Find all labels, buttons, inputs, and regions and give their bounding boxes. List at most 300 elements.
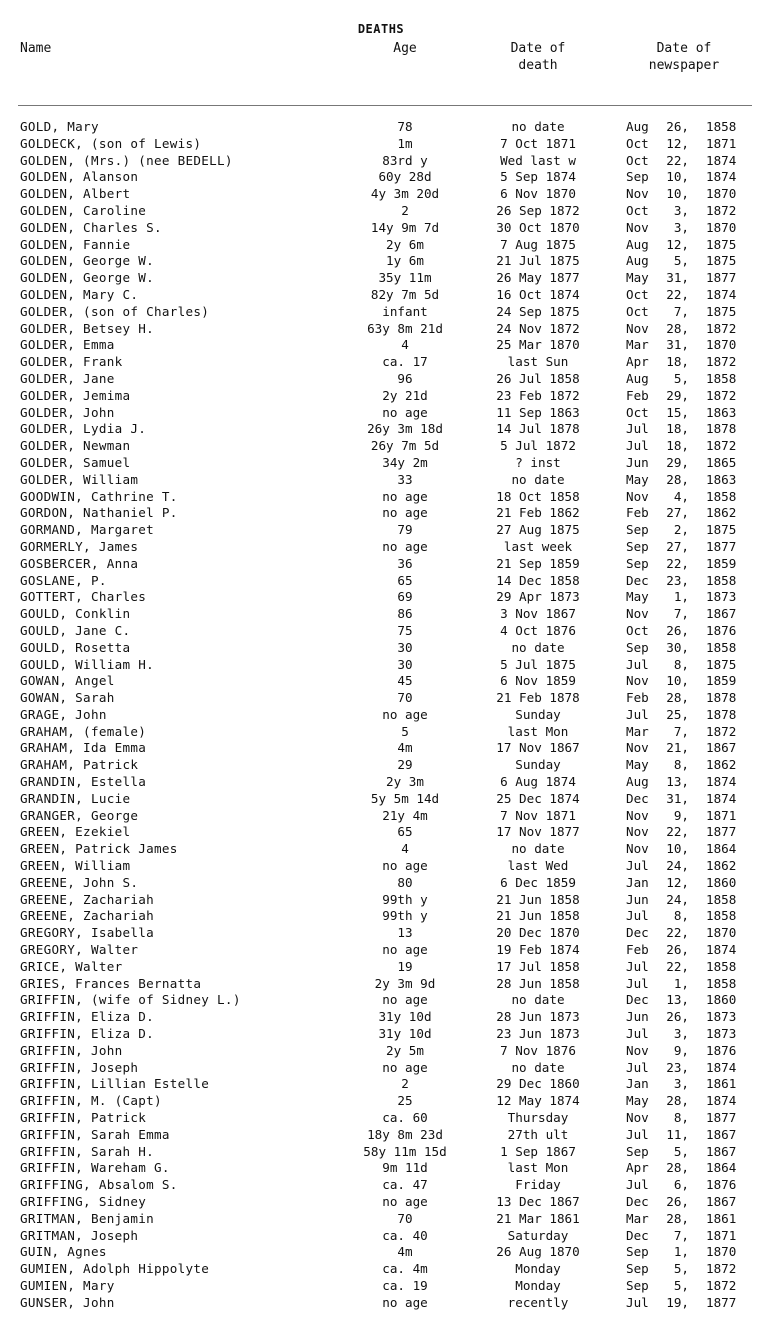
list-item [0, 824, 762, 841]
entry-age: 29 [397, 757, 413, 773]
header-name: Name [20, 41, 52, 56]
entry-date-of-death: 21 Feb 1878 [496, 690, 580, 706]
entry-age: 1m [397, 135, 413, 151]
entry-name: GOLDER, (son of Charles) [20, 303, 210, 319]
entry-newspaper-year: 1865 [706, 454, 737, 470]
entry-newspaper-month: Jul [626, 1177, 649, 1193]
entry-date-of-death: 26 Jul 1858 [496, 370, 580, 386]
entry-newspaper-year: 1867 [706, 1194, 737, 1209]
entry-newspaper-day: 1, [673, 975, 689, 991]
entry-date-of-death: 23 Feb 1872 [496, 387, 580, 403]
entry-newspaper-month: Oct [626, 135, 649, 151]
entry-newspaper-day: 30, [666, 639, 689, 655]
entry-age: 2 [401, 1076, 409, 1092]
entry-date-of-death: 7 Oct 1871 [500, 135, 576, 151]
entry-age: 75 [397, 622, 413, 638]
entry-name: GRAHAM, (female) [20, 723, 147, 739]
entry-newspaper-day: 29, [666, 454, 689, 470]
entry-name: GRAGE, John [20, 706, 107, 722]
list-item [0, 1009, 762, 1026]
entry-newspaper-year: 1867 [706, 1126, 737, 1142]
entry-newspaper-year: 1858 [706, 975, 737, 991]
entry-name: GOLDER, Samuel [20, 454, 131, 470]
entry-newspaper-year: 1860 [706, 874, 737, 890]
entry-age: 4 [401, 841, 409, 857]
entry-age: 80 [397, 874, 413, 890]
entry-newspaper-month: Jul [626, 1059, 649, 1075]
entry-name: GOLD, Mary [20, 119, 99, 134]
entry-date-of-death: 28 Jun 1873 [496, 1009, 580, 1025]
entry-date-of-death: 7 Aug 1875 [500, 236, 576, 252]
entry-newspaper-day: 23, [666, 1059, 689, 1075]
entry-newspaper-year: 1874 [706, 1059, 737, 1075]
entry-age: 2y 21d [382, 387, 428, 403]
entry-age: no age [382, 992, 428, 1008]
entry-newspaper-year: 1858 [706, 119, 737, 134]
entry-age: ca. 40 [382, 1227, 428, 1243]
entry-newspaper-day: 28, [666, 690, 689, 706]
entry-newspaper-day: 26, [666, 622, 689, 638]
list-item [0, 606, 762, 623]
entry-newspaper-month: Sep [626, 522, 649, 538]
entry-age: 70 [397, 690, 413, 706]
entry-newspaper-day: 5, [673, 1277, 689, 1293]
entry-name: GRIFFIN, Joseph [20, 1059, 139, 1075]
entry-newspaper-year: 1872 [706, 723, 737, 739]
entry-newspaper-month: Nov [626, 219, 649, 235]
entry-date-of-death: 6 Nov 1870 [500, 186, 576, 202]
list-item [0, 757, 762, 774]
list-item [0, 1093, 762, 1110]
entry-name: GREEN, Ezekiel [20, 824, 131, 840]
entry-newspaper-day: 13, [666, 992, 689, 1008]
entry-date-of-death: 20 Dec 1870 [496, 925, 580, 941]
entry-name: GOLDER, Frank [20, 354, 123, 370]
entry-name: GORMERLY, James [20, 538, 139, 554]
entry-age: no age [382, 1059, 428, 1075]
list-item [0, 875, 762, 892]
entry-newspaper-month: Oct [626, 404, 649, 420]
entry-newspaper-day: 18, [666, 354, 689, 370]
list-item [0, 1244, 762, 1261]
entry-age: 45 [397, 673, 413, 689]
entry-newspaper-day: 3, [673, 219, 689, 235]
entry-newspaper-year: 1872 [706, 387, 737, 403]
entry-newspaper-year: 1876 [706, 1042, 737, 1058]
entry-date-of-death: 7 Nov 1876 [500, 1042, 576, 1058]
entry-newspaper-month: Nov [626, 320, 649, 336]
entry-date-of-death: 14 Dec 1858 [496, 572, 580, 588]
list-item [0, 1278, 762, 1295]
entry-date-of-death: 24 Nov 1872 [496, 320, 580, 336]
entry-age: no age [382, 538, 428, 554]
list-item [0, 808, 762, 825]
entry-newspaper-year: 1863 [706, 471, 737, 487]
entry-date-of-death: 5 Jul 1875 [500, 656, 576, 672]
entry-newspaper-month: Mar [626, 723, 649, 739]
entry-age: 4m [397, 740, 413, 756]
entry-newspaper-day: 24, [666, 891, 689, 907]
entry-age: 4m [397, 1244, 413, 1260]
entry-newspaper-year: 1858 [706, 488, 737, 504]
entry-newspaper-day: 1, [673, 589, 689, 605]
entry-name: GRIFFIN, (wife of Sidney L.) [20, 992, 241, 1008]
entry-newspaper-year: 1877 [706, 1110, 737, 1126]
entry-age: 2y 3m 9d [374, 975, 436, 991]
entry-newspaper-month: May [626, 270, 649, 286]
entry-newspaper-day: 13, [666, 774, 689, 790]
entry-name: GOLDER, John [20, 404, 115, 420]
entry-name: GREGORY, Isabella [20, 925, 154, 941]
entry-age: 5y 5m 14d [370, 790, 440, 806]
entry-newspaper-month: Nov [626, 807, 649, 823]
entry-age: 14y 9m 7d [370, 219, 440, 235]
entry-newspaper-year: 1877 [706, 824, 737, 840]
entry-newspaper-year: 1876 [706, 1177, 737, 1193]
list-item [0, 1026, 762, 1043]
entry-name: GOLDER, Lydia J. [20, 421, 147, 437]
entry-newspaper-day: 22, [666, 925, 689, 941]
list-item [0, 573, 762, 590]
entry-date-of-death: 1 Sep 1867 [500, 1143, 576, 1159]
entry-name: GRANDIN, Estella [20, 774, 147, 790]
entry-newspaper-month: Sep [626, 169, 649, 185]
entry-name: GRICE, Walter [20, 958, 123, 974]
entry-age: 31y 10d [378, 1026, 432, 1042]
entry-newspaper-day: 6, [673, 1177, 689, 1193]
entry-date-of-death: 17 Nov 1877 [496, 824, 580, 840]
list-item [0, 237, 762, 254]
entry-name: GOLDEN, George W. [20, 253, 154, 269]
entry-age: 99th y [382, 891, 428, 907]
entry-date-of-death: 26 Sep 1872 [496, 202, 580, 218]
entry-name: GOSLANE, P. [20, 572, 107, 588]
entry-date-of-death: 21 Jun 1858 [496, 908, 580, 924]
entry-newspaper-year: 1861 [706, 1076, 737, 1092]
entry-date-of-death: 21 Sep 1859 [496, 555, 580, 571]
entry-age: 99th y [382, 908, 428, 924]
entry-newspaper-month: May [626, 589, 649, 605]
entry-date-of-death: 6 Dec 1859 [500, 874, 576, 890]
entry-newspaper-year: 1876 [706, 622, 737, 638]
entry-date-of-death: 7 Nov 1871 [500, 807, 576, 823]
entry-date-of-death: Thursday [507, 1110, 569, 1126]
entry-name: GRIFFIN, Eliza D. [20, 1009, 154, 1025]
list-item [0, 774, 762, 791]
entry-date-of-death: no date [511, 119, 565, 134]
entry-age: no age [382, 404, 428, 420]
list-item [0, 1295, 762, 1312]
entry-newspaper-month: Jul [626, 1026, 649, 1042]
entry-newspaper-year: 1858 [706, 958, 737, 974]
entry-date-of-death: 24 Sep 1875 [496, 303, 580, 319]
list-item [0, 321, 762, 338]
entry-newspaper-day: 27, [666, 505, 689, 521]
entry-newspaper-year: 1875 [706, 236, 737, 252]
list-item [0, 354, 762, 371]
entry-date-of-death: Sunday [515, 706, 561, 722]
entry-newspaper-day: 8, [673, 757, 689, 773]
list-item [0, 992, 762, 1009]
entry-age: 30 [397, 656, 413, 672]
entry-newspaper-year: 1872 [706, 1277, 737, 1293]
entry-newspaper-month: Jan [626, 1076, 649, 1092]
entry-newspaper-month: Nov [626, 488, 649, 504]
list-item [0, 1144, 762, 1161]
entry-age: 4 [401, 337, 409, 353]
entry-newspaper-year: 1862 [706, 757, 737, 773]
entry-newspaper-year: 1871 [706, 1227, 737, 1243]
entry-date-of-death: last Mon [507, 723, 569, 739]
entry-newspaper-year: 1874 [706, 1093, 737, 1109]
entry-name: GOLDECK, (son of Lewis) [20, 135, 202, 151]
entry-newspaper-day: 21, [666, 740, 689, 756]
entry-newspaper-year: 1870 [706, 925, 737, 941]
entry-date-of-death: 28 Jun 1858 [496, 975, 580, 991]
entry-name: GRANGER, George [20, 807, 139, 823]
list-item [0, 522, 762, 539]
entry-name: GOLDER, Jemima [20, 387, 131, 403]
list-item [0, 724, 762, 741]
entry-newspaper-year: 1863 [706, 404, 737, 420]
entry-newspaper-year: 1874 [706, 790, 737, 806]
entry-name: GRIFFIN, John [20, 1042, 123, 1058]
header-age: Age [393, 41, 417, 56]
entry-newspaper-month: Jul [626, 438, 649, 454]
entry-date-of-death: 29 Dec 1860 [496, 1076, 580, 1092]
entry-name: GUMIEN, Mary [20, 1277, 115, 1293]
entry-newspaper-day: 1, [673, 1244, 689, 1260]
entry-date-of-death: 5 Jul 1872 [500, 438, 576, 454]
entry-newspaper-day: 2, [673, 522, 689, 538]
entry-name: GREENE, Zachariah [20, 891, 154, 907]
entry-newspaper-day: 31, [666, 337, 689, 353]
entry-name: GRANDIN, Lucie [20, 790, 131, 806]
entry-newspaper-day: 22, [666, 152, 689, 168]
entry-newspaper-day: 7, [673, 303, 689, 319]
entry-age: no age [382, 488, 428, 504]
entry-newspaper-month: Nov [626, 1042, 649, 1058]
entry-newspaper-year: 1872 [706, 202, 737, 218]
entry-newspaper-year: 1873 [706, 1026, 737, 1042]
entry-age: ca. 60 [382, 1110, 428, 1126]
entry-newspaper-month: Jul [626, 421, 649, 437]
entry-date-of-death: no date [511, 992, 565, 1008]
entry-age: 65 [397, 572, 413, 588]
list-item [0, 1211, 762, 1228]
entry-age: 79 [397, 522, 413, 538]
entry-date-of-death: 25 Dec 1874 [496, 790, 580, 806]
entry-newspaper-month: Dec [626, 925, 649, 941]
entry-age: ca. 4m [382, 1261, 428, 1277]
entry-newspaper-year: 1862 [706, 858, 737, 874]
list-item [0, 136, 762, 153]
entry-date-of-death: 4 Oct 1876 [500, 622, 576, 638]
entry-name: GOWAN, Angel [20, 673, 115, 689]
entry-age: 5 [401, 723, 409, 739]
entry-date-of-death: 12 May 1874 [496, 1093, 580, 1109]
entry-newspaper-year: 1864 [706, 1160, 737, 1176]
list-item [0, 539, 762, 556]
entry-newspaper-month: Sep [626, 555, 649, 571]
entry-newspaper-day: 10, [666, 841, 689, 857]
entry-name: GREEN, Patrick James [20, 841, 178, 857]
entry-newspaper-year: 1870 [706, 219, 737, 235]
entry-date-of-death: 17 Jul 1858 [496, 958, 580, 974]
entry-newspaper-year: 1861 [706, 1210, 737, 1226]
entry-newspaper-day: 18, [666, 421, 689, 437]
entry-date-of-death: Saturday [507, 1227, 569, 1243]
entry-newspaper-year: 1873 [706, 589, 737, 605]
entry-name: GOWAN, Sarah [20, 690, 115, 706]
entry-newspaper-month: Aug [626, 253, 649, 269]
entry-newspaper-day: 5, [673, 1261, 689, 1277]
deaths-list [0, 119, 762, 1312]
entry-newspaper-day: 24, [666, 858, 689, 874]
entry-date-of-death: 25 Mar 1870 [496, 337, 580, 353]
entry-newspaper-year: 1858 [706, 639, 737, 655]
entry-newspaper-day: 7, [673, 606, 689, 622]
entry-date-of-death: 27th ult [507, 1126, 569, 1142]
entry-date-of-death: 21 Jun 1858 [496, 891, 580, 907]
entry-age: 34y 2m [382, 454, 428, 470]
entry-age: no age [382, 1194, 428, 1209]
entry-name: GOODWIN, Cathrine T. [20, 488, 178, 504]
entry-age: no age [382, 858, 428, 874]
entry-newspaper-month: Aug [626, 236, 649, 252]
entry-name: GRIFFIN, Patrick [20, 1110, 147, 1126]
header-date-of-newspaper: Date of newspaper [648, 41, 720, 73]
entry-newspaper-year: 1877 [706, 270, 737, 286]
entry-date-of-death: 21 Jul 1875 [496, 253, 580, 269]
entry-newspaper-year: 1870 [706, 186, 737, 202]
entry-newspaper-year: 1877 [706, 538, 737, 554]
entry-newspaper-day: 5, [673, 1143, 689, 1159]
entry-newspaper-day: 3, [673, 1076, 689, 1092]
entry-newspaper-month: Oct [626, 303, 649, 319]
entry-name: GOLDEN, Caroline [20, 202, 147, 218]
entry-name: GOULD, Conklin [20, 606, 131, 622]
entry-name: GOULD, Jane C. [20, 622, 131, 638]
entry-newspaper-day: 26, [666, 119, 689, 134]
entry-newspaper-day: 12, [666, 135, 689, 151]
list-item [0, 489, 762, 506]
entry-age: 13 [397, 925, 413, 941]
entry-newspaper-year: 1870 [706, 337, 737, 353]
entry-name: GOLDEN, Alanson [20, 169, 139, 185]
entry-newspaper-month: Jul [626, 1294, 649, 1310]
entry-newspaper-year: 1860 [706, 992, 737, 1008]
entry-newspaper-month: Feb [626, 387, 649, 403]
entry-date-of-death: no date [511, 841, 565, 857]
entry-newspaper-year: 1858 [706, 908, 737, 924]
entry-name: GRITMAN, Joseph [20, 1227, 139, 1243]
entry-newspaper-month: Sep [626, 1277, 649, 1293]
list-item [0, 589, 762, 606]
entry-newspaper-year: 1873 [706, 1009, 737, 1025]
entry-name: GORMAND, Margaret [20, 522, 154, 538]
entry-newspaper-year: 1872 [706, 354, 737, 370]
entry-newspaper-day: 7, [673, 1227, 689, 1243]
entry-newspaper-year: 1871 [706, 135, 737, 151]
entry-newspaper-year: 1875 [706, 303, 737, 319]
entry-age: 2 [401, 202, 409, 218]
entry-age: 2y 3m [386, 774, 424, 790]
entry-name: GOLDEN, Charles S. [20, 219, 162, 235]
entry-newspaper-month: Nov [626, 673, 649, 689]
entry-newspaper-day: 28, [666, 471, 689, 487]
entry-newspaper-month: Feb [626, 690, 649, 706]
entry-date-of-death: 30 Oct 1870 [496, 219, 580, 235]
entry-newspaper-day: 12, [666, 874, 689, 890]
entry-newspaper-month: Nov [626, 841, 649, 857]
entry-date-of-death: 6 Nov 1859 [500, 673, 576, 689]
entry-newspaper-year: 1874 [706, 152, 737, 168]
entry-date-of-death: 26 Aug 1870 [496, 1244, 580, 1260]
entry-newspaper-month: May [626, 1093, 649, 1109]
entry-age: ca. 47 [382, 1177, 428, 1193]
entry-age: 70 [397, 1210, 413, 1226]
entry-age: ca. 19 [382, 1277, 428, 1293]
list-item [0, 976, 762, 993]
entry-newspaper-month: Oct [626, 202, 649, 218]
entry-newspaper-month: Aug [626, 119, 649, 134]
entry-date-of-death: 29 Apr 1873 [496, 589, 580, 605]
entry-name: GRIFFIN, Sarah Emma [20, 1126, 170, 1142]
list-item [0, 1043, 762, 1060]
entry-newspaper-day: 22, [666, 286, 689, 302]
entry-date-of-death: Monday [515, 1261, 561, 1277]
entry-newspaper-year: 1862 [706, 505, 737, 521]
entry-newspaper-day: 27, [666, 538, 689, 554]
entry-newspaper-month: Dec [626, 992, 649, 1008]
entry-age: 21y 4m [382, 807, 428, 823]
entry-name: GRIFFIN, Wareham G. [20, 1160, 170, 1176]
entry-date-of-death: Monday [515, 1277, 561, 1293]
entry-newspaper-month: Jul [626, 958, 649, 974]
entry-newspaper-day: 9, [673, 807, 689, 823]
list-item [0, 1261, 762, 1278]
list-item [0, 153, 762, 170]
entry-date-of-death: 16 Oct 1874 [496, 286, 580, 302]
list-item [0, 892, 762, 909]
entry-date-of-death: Sunday [515, 757, 561, 773]
entry-newspaper-day: 31, [666, 790, 689, 806]
entry-newspaper-year: 1858 [706, 370, 737, 386]
list-item [0, 707, 762, 724]
entry-newspaper-year: 1858 [706, 572, 737, 588]
entry-date-of-death: 5 Sep 1874 [500, 169, 576, 185]
entry-newspaper-day: 12, [666, 236, 689, 252]
entry-newspaper-day: 8, [673, 656, 689, 672]
entry-date-of-death: 18 Oct 1858 [496, 488, 580, 504]
entry-newspaper-month: Jul [626, 656, 649, 672]
entry-age: 30 [397, 639, 413, 655]
entry-name: GREGORY, Walter [20, 942, 139, 958]
entry-date-of-death: 17 Nov 1867 [496, 740, 580, 756]
entry-newspaper-day: 8, [673, 908, 689, 924]
entry-date-of-death: ? inst [515, 454, 561, 470]
entry-newspaper-day: 31, [666, 270, 689, 286]
entry-name: GUIN, Agnes [20, 1244, 107, 1260]
entry-newspaper-year: 1875 [706, 656, 737, 672]
list-item [0, 959, 762, 976]
entry-newspaper-day: 26, [666, 1194, 689, 1209]
list-item [0, 455, 762, 472]
entry-age: 63y 8m 21d [367, 320, 443, 336]
entry-newspaper-day: 9, [673, 1042, 689, 1058]
list-item [0, 505, 762, 522]
